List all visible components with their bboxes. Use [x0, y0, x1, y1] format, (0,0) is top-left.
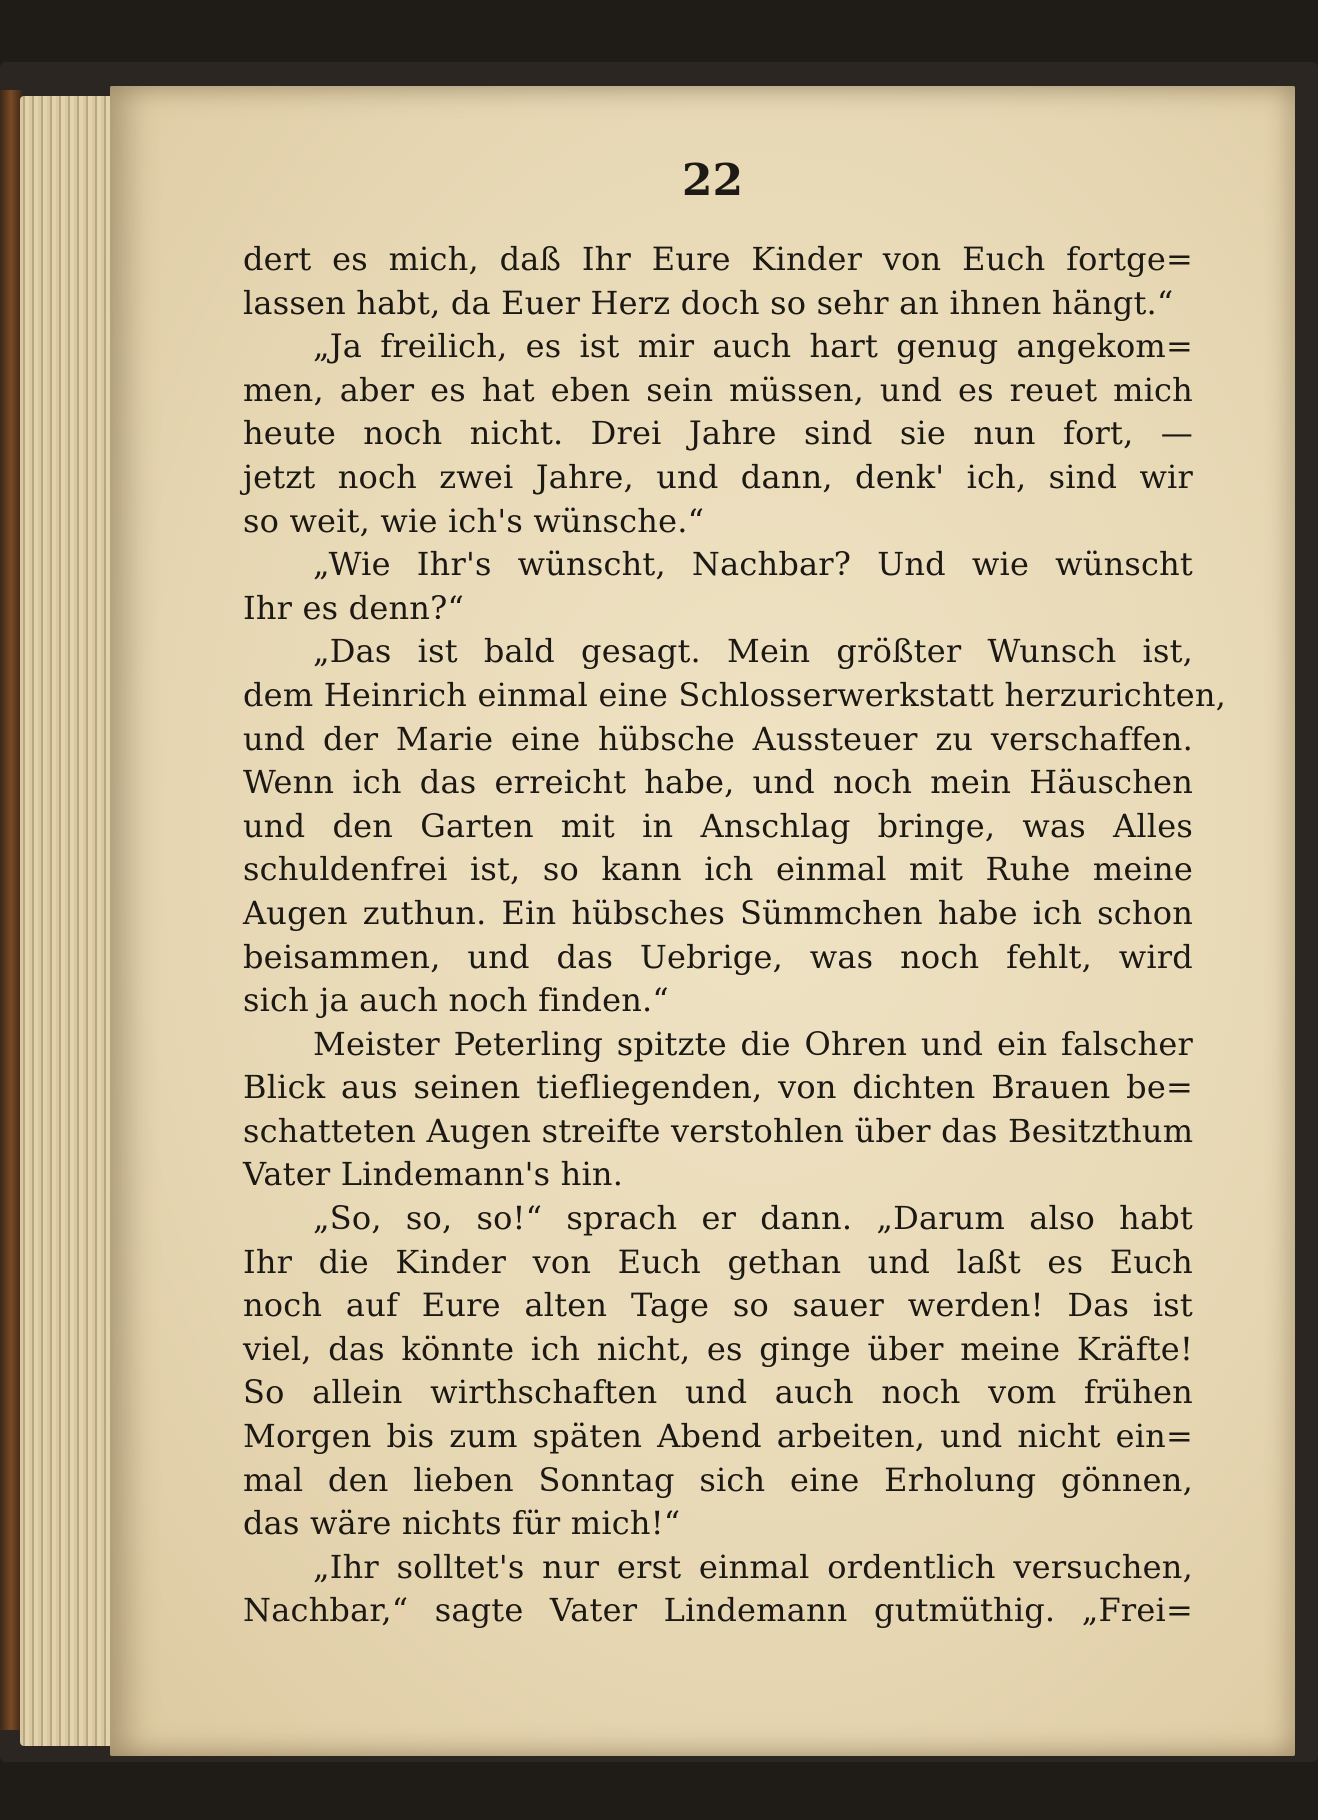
text-line: das wäre nichts für mich!“: [243, 1504, 681, 1543]
text-line: beisammen, und das Uebrige, was noch fehlt, wird: [243, 937, 1193, 976]
text-line: „Ja freilich, es ist mir auch hart genug angekom=: [313, 327, 1193, 366]
text-line: „So, so, so!“ sprach er dann. „Darum also habt: [313, 1199, 1193, 1238]
text-line: „Wie Ihr's wünscht, Nachbar? Und wie wünscht: [313, 545, 1193, 584]
text-line: „Ihr solltet's nur erst einmal ordentlich versuchen,: [313, 1547, 1193, 1586]
text-line: Wenn ich das erreicht habe, und noch mein Häuschen: [243, 763, 1193, 802]
text-line: Ihr die Kinder von Euch gethan und laßt es Euch: [243, 1242, 1193, 1281]
text-line: Ihr es denn?“: [243, 588, 465, 627]
text-line: „Das ist bald gesagt. Mein größter Wunsch ist,: [313, 632, 1193, 671]
text-line: Meister Peterling spitzte die Ohren und ein falscher: [313, 1024, 1193, 1063]
text-line: sich ja auch noch finden.“: [243, 981, 669, 1020]
text-line: heute noch nicht. Drei Jahre sind sie nun fort, —: [243, 414, 1193, 453]
body-text: [243, 238, 1227, 1633]
text-line: jetzt noch zwei Jahre, und dann, denk' ich, sind wir: [243, 457, 1193, 496]
page-number: 22: [681, 155, 744, 206]
text-line: schuldenfrei ist, so kann ich einmal mit Ruhe meine: [243, 850, 1193, 889]
book-spine-edge: [0, 90, 22, 1730]
text-line: Blick aus seinen tiefliegenden, von dichten Brauen be=: [243, 1068, 1193, 1107]
text-line: noch auf Eure alten Tage so sauer werden! Das ist: [243, 1286, 1193, 1325]
text-line: Vater Lindemann's hin.: [243, 1155, 624, 1194]
text-line: so weit, wie ich's wünsche.“: [243, 501, 705, 540]
text-line: Nachbar,“ sagte Vater Lindemann gutmüthig. „Frei=: [243, 1591, 1193, 1630]
text-line: lassen habt, da Euer Herz doch so sehr an ihnen hängt.“: [243, 283, 1174, 322]
text-line: und den Garten mit in Anschlag bringe, was Alles: [243, 806, 1193, 845]
text-line: men, aber es hat eben sein müssen, und es reuet mich: [243, 370, 1193, 409]
text-line: So allein wirthschaften und auch noch vom frühen: [243, 1373, 1193, 1412]
text-line: schatteten Augen streifte verstohlen über das Besitzthum: [243, 1111, 1194, 1150]
text-line: viel, das könnte ich nicht, es ginge über meine Kräfte!: [243, 1329, 1193, 1368]
text-line: und der Marie eine hübsche Aussteuer zu verschaffen.: [243, 719, 1193, 758]
text-line: Augen zuthun. Ein hübsches Sümmchen habe ich schon: [243, 893, 1193, 932]
text-line: dert es mich, daß Ihr Eure Kinder von Euch fortge=: [243, 240, 1193, 278]
text-line: dem Heinrich einmal eine Schlosserwerkstatt herzurichten,: [243, 675, 1227, 714]
text-line: Morgen bis zum späten Abend arbeiten, und nicht ein=: [243, 1417, 1193, 1456]
text-line: mal den lieben Sonntag sich eine Erholung gönnen,: [243, 1460, 1193, 1499]
